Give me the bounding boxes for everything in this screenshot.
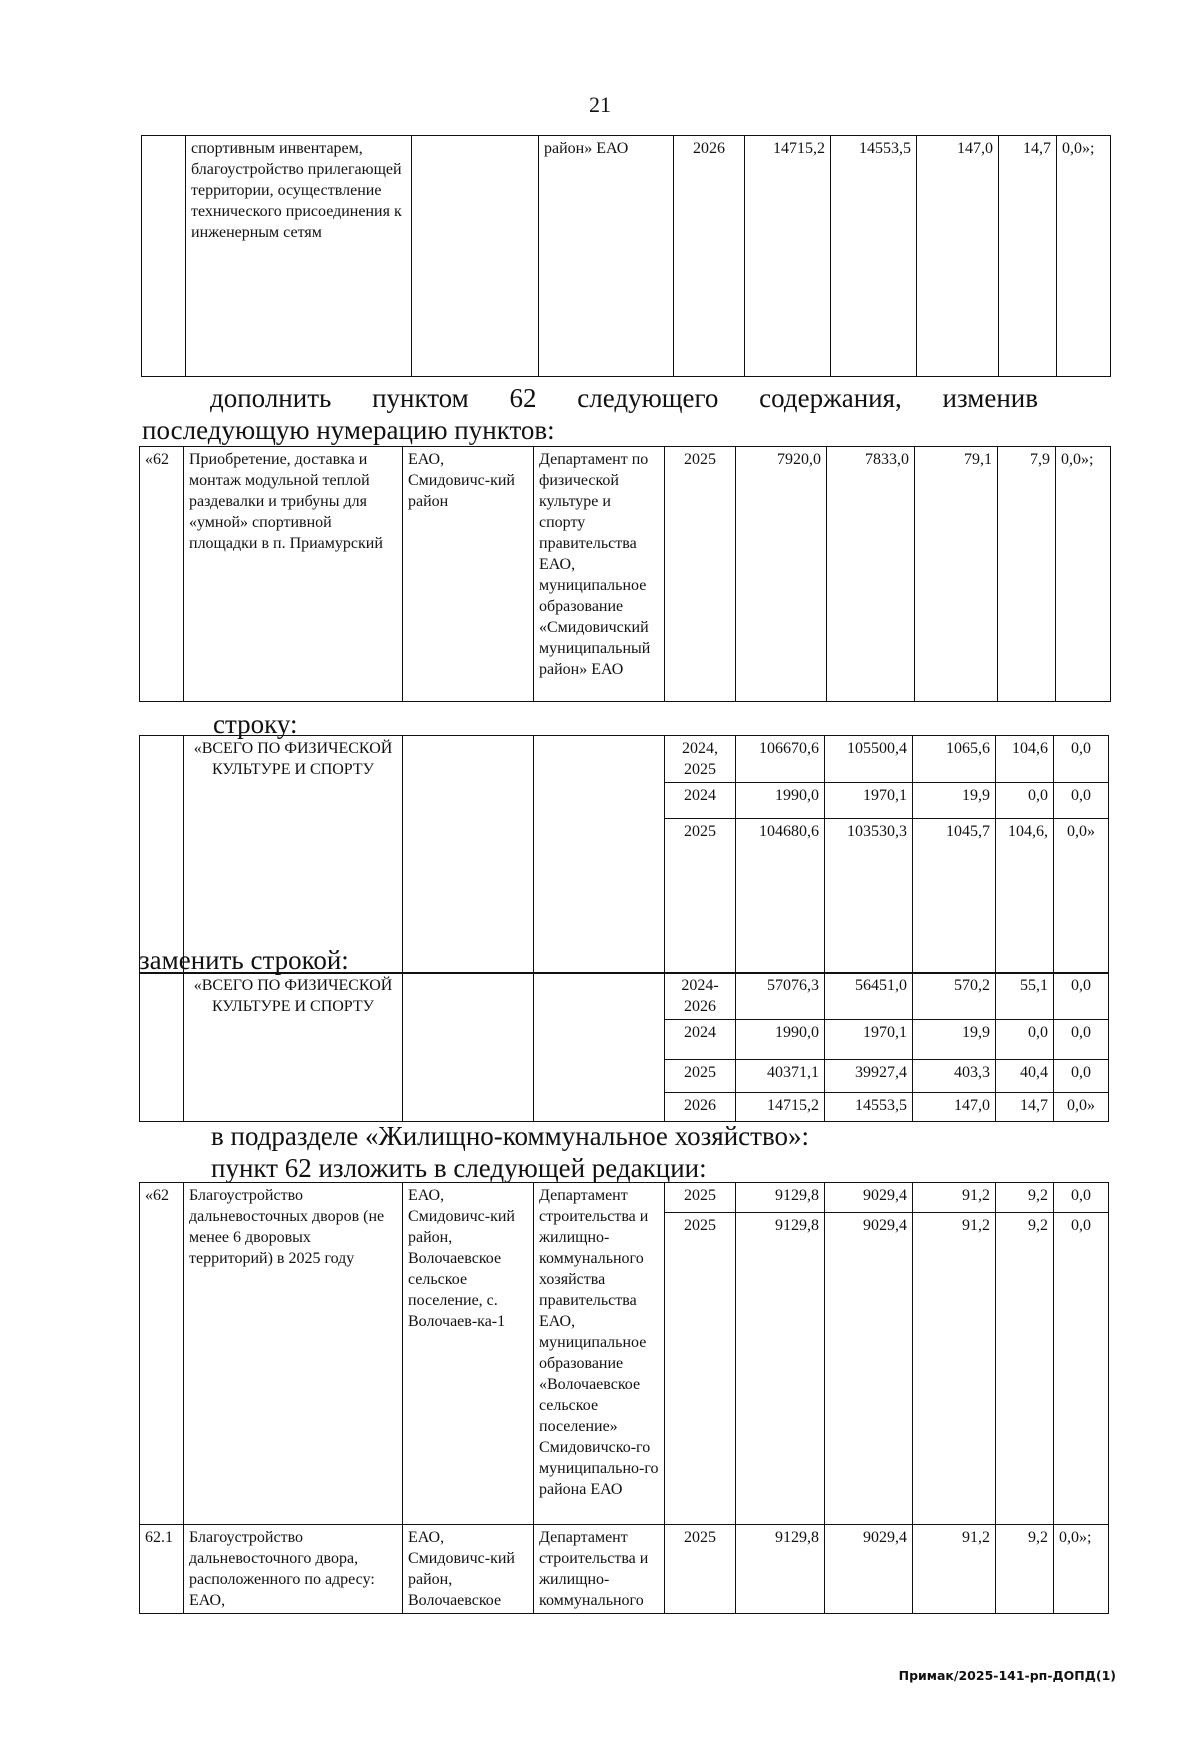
cell-local: 14,7 (996, 1093, 1054, 1122)
cell-num (142, 136, 186, 377)
cell-name: Благоустройство дальневосточных дворов (не менее 6 дворовых территорий) в 2025 году (184, 1183, 403, 1525)
cell-other: 0,0 (1054, 783, 1109, 819)
table-row (140, 973, 1109, 1020)
instruction-heading-4b: пункт 62 изложить в следующей редакции: (211, 1153, 707, 1183)
instruction-heading-4: в подразделе «Жилищно-коммунальное хозяйство»: (211, 1121, 810, 1151)
cell-location: ЕАО, Смидовичс-кий район, Волочаевское сельское поселение, с. Волочаев-ка-1 (403, 1183, 534, 1525)
cell-total: 9129,8 (736, 1525, 825, 1614)
cell-total: 9129,8 (736, 1183, 825, 1213)
cell-other: 0,0 (1054, 1060, 1109, 1093)
cell-total: 104680,6 (736, 819, 825, 974)
cell-federal: 103530,3 (825, 819, 913, 974)
table-row (142, 136, 1111, 377)
cell-local: 0,0 (996, 1020, 1054, 1060)
cell-year: 2024, 2025 (665, 736, 736, 783)
cell-other: 0,0 (1054, 736, 1109, 783)
cell-location: ЕАО, Смидовичс-кий район (403, 447, 534, 702)
cell-year: 2025 (665, 1213, 736, 1525)
cell-local: 55,1 (996, 973, 1054, 1020)
cell-federal: 7833,0 (827, 447, 915, 702)
table-row (140, 447, 1111, 702)
cell-total: 14715,2 (745, 136, 831, 377)
cell-year: 2024-2026 (665, 973, 736, 1020)
cell-location: ЕАО, Смидовичс-кий район, Волочаевское (403, 1525, 534, 1614)
cell-local: 0,0 (996, 783, 1054, 819)
cell-executor: район» ЕАО (539, 136, 674, 377)
instruction-heading-2: строку: (213, 709, 298, 739)
cell-other: 0,0 (1054, 973, 1109, 1020)
cell-year: 2024 (665, 1020, 736, 1060)
cell-name: спортивным инвентарем, благоустройство прилегающей территории, осуществление технического присоединения к инженерным сетям (186, 136, 412, 377)
cell-other: 0,0 (1054, 1183, 1109, 1213)
cell-total: 40371,1 (736, 1060, 825, 1093)
cell-location (403, 736, 534, 974)
cell-federal: 1970,1 (825, 1020, 913, 1060)
cell-year: 2025 (665, 1183, 736, 1213)
cell-regional: 1045,7 (913, 819, 996, 974)
table-continuation (141, 135, 1111, 377)
cell-federal: 9029,4 (825, 1183, 913, 1213)
cell-regional: 147,0 (917, 136, 999, 377)
cell-total: 106670,6 (736, 736, 825, 783)
table-old-total (139, 735, 1109, 974)
cell-local: 40,4 (996, 1060, 1054, 1093)
cell-executor: Департамент строительства и жилищно-коммунального хозяйства правительства ЕАО, муниципальное образование «Волочаевское сельское поселение» Смидовичско-го муниципально-го района ЕАО (534, 1183, 665, 1525)
instruction-line-2: последующую нумерацию пунктов: (142, 415, 555, 445)
cell-total: 9129,8 (736, 1213, 825, 1525)
cell-num: «62 (140, 1183, 184, 1525)
cell-year: 2025 (665, 447, 736, 702)
cell-local: 9,2 (996, 1183, 1054, 1213)
cell-num: 62.1 (140, 1525, 184, 1614)
cell-total: 1990,0 (736, 1020, 825, 1060)
cell-name: Приобретение, доставка и монтаж модульной теплой раздевалки и трибуны для «умной» спортивной площадки в п. Приамурский (184, 447, 403, 702)
cell-year: 2025 (665, 1525, 736, 1614)
cell-regional: 79,1 (915, 447, 998, 702)
cell-regional: 19,9 (913, 783, 996, 819)
cell-executor: Департамент строительства и жилищно-коммунального (534, 1525, 665, 1614)
cell-num (140, 736, 184, 974)
cell-name: «ВСЕГО ПО ФИЗИЧЕСКОЙ КУЛЬТУРЕ И СПОРТУ (184, 973, 403, 1122)
cell-total: 1990,0 (736, 783, 825, 819)
cell-executor (534, 736, 665, 974)
cell-year: 2026 (665, 1093, 736, 1122)
instruction-heading-1 (210, 382, 1108, 414)
cell-regional: 91,2 (913, 1213, 996, 1525)
cell-year: 2026 (674, 136, 745, 377)
page-number: 21 (589, 92, 611, 117)
table-item-62-housing (139, 1182, 1109, 1614)
cell-num: «62 (140, 447, 184, 702)
cell-year: 2025 (665, 819, 736, 974)
cell-total: 57076,3 (736, 973, 825, 1020)
cell-local: 7,9 (998, 447, 1056, 702)
cell-other: 0,0»; (1056, 447, 1111, 702)
cell-local: 9,2 (996, 1213, 1054, 1525)
cell-other: 0,0»; (1054, 1525, 1109, 1614)
document-footer-code: Примак/2025-141-рп-ДОПД(1) (898, 1668, 1116, 1683)
cell-federal: 9029,4 (825, 1525, 913, 1614)
cell-name: Благоустройство дальневосточного двора, расположенного по адресу: ЕАО, (184, 1525, 403, 1614)
cell-year: 2025 (665, 1060, 736, 1093)
table-new-total (139, 972, 1109, 1122)
cell-regional: 570,2 (913, 973, 996, 1020)
cell-regional: 19,9 (913, 1020, 996, 1060)
cell-local: 104,6 (996, 736, 1054, 783)
cell-regional: 1065,6 (913, 736, 996, 783)
cell-total: 7920,0 (736, 447, 827, 702)
cell-local: 104,6, (996, 819, 1054, 974)
table-row (140, 1525, 1109, 1614)
cell-other: 0,0»; (1057, 136, 1111, 377)
cell-location (403, 973, 534, 1122)
cell-local: 14,7 (999, 136, 1057, 377)
cell-other: 0,0 (1054, 1020, 1109, 1060)
table-new-item-62 (139, 446, 1111, 702)
cell-executor: Департамент по физической культуре и спорту правительства ЕАО, муниципальное образование «Смидовичский муниципальный район» ЕАО (534, 447, 665, 702)
instruction-heading-3: заменить строкой: (139, 945, 349, 975)
cell-federal: 39927,4 (825, 1060, 913, 1093)
cell-federal: 105500,4 (825, 736, 913, 783)
cell-year: 2024 (665, 783, 736, 819)
cell-total: 14715,2 (736, 1093, 825, 1122)
cell-local: 9,2 (996, 1525, 1054, 1614)
instruction-line-1: дополнить пунктом 62 следующего содержания, изменив (210, 383, 1038, 413)
cell-federal: 14553,5 (825, 1093, 913, 1122)
cell-executor (534, 973, 665, 1122)
cell-regional: 147,0 (913, 1093, 996, 1122)
cell-federal: 14553,5 (831, 136, 917, 377)
cell-regional: 403,3 (913, 1060, 996, 1093)
table-row (140, 1183, 1109, 1213)
cell-name: «ВСЕГО ПО ФИЗИЧЕСКОЙ КУЛЬТУРЕ И СПОРТУ (184, 736, 403, 974)
cell-federal: 9029,4 (825, 1213, 913, 1525)
cell-other: 0,0» (1054, 819, 1109, 974)
table-row (140, 736, 1109, 783)
cell-other: 0,0 (1054, 1213, 1109, 1525)
cell-federal: 1970,1 (825, 783, 913, 819)
cell-regional: 91,2 (913, 1525, 996, 1614)
cell-regional: 91,2 (913, 1183, 996, 1213)
cell-other: 0,0» (1054, 1093, 1109, 1122)
cell-location (412, 136, 539, 377)
cell-federal: 56451,0 (825, 973, 913, 1020)
cell-num (140, 973, 184, 1122)
